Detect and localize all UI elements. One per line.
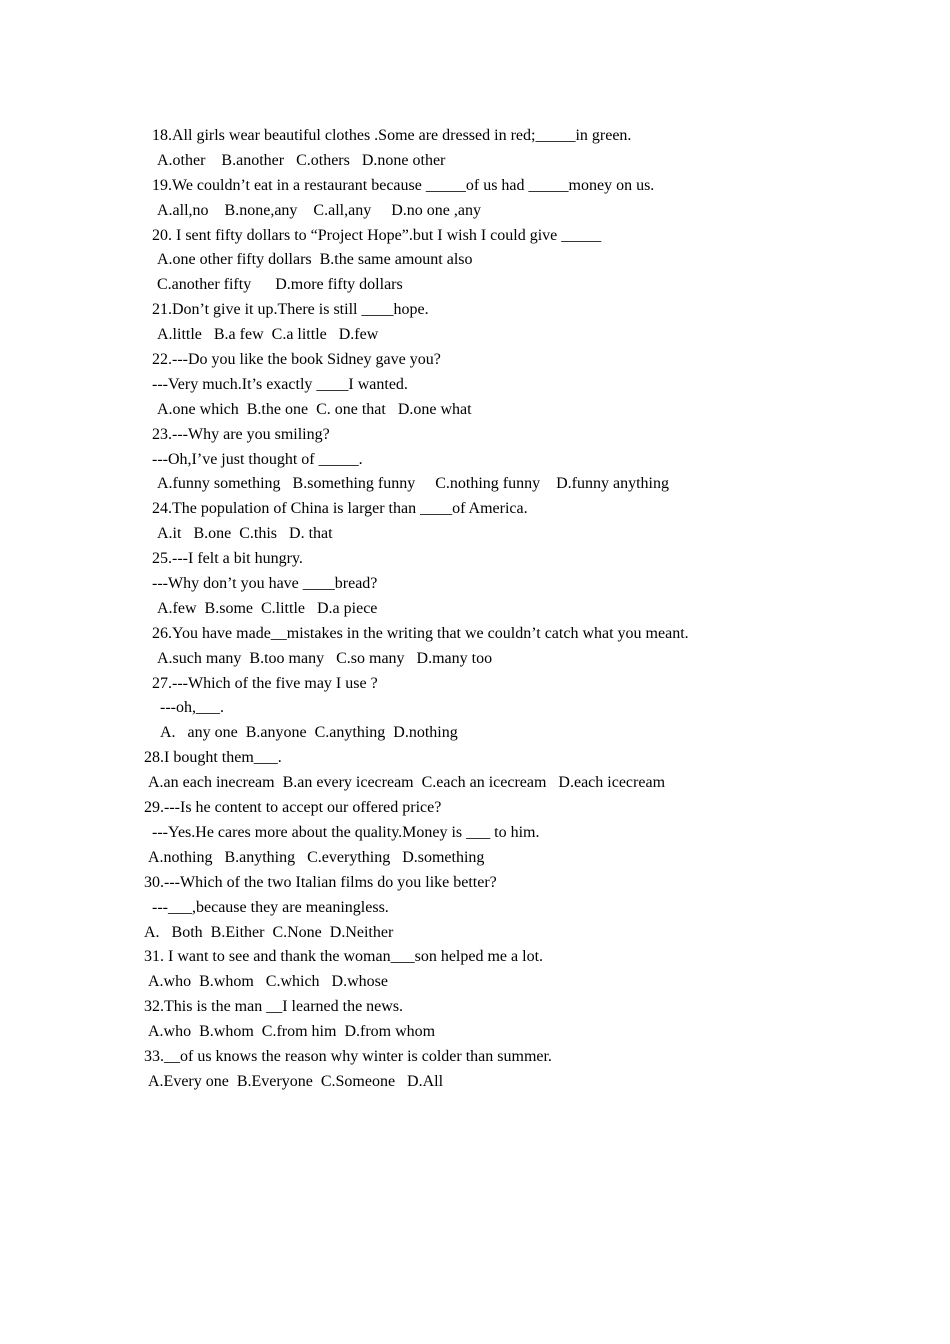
question-29: 29.---Is he content to accept our offered price? <box>144 799 442 817</box>
options-32: A.who B.whom C.from him D.from whom <box>148 1023 436 1041</box>
question-27-reply: ---oh,___. <box>160 699 224 717</box>
options-28: A.an each inecream B.an every icecream C.each an icecream D.each icecream <box>148 774 666 792</box>
options-22: A.one which B.the one C. one that D.one what <box>157 400 472 418</box>
question-22: 22.---Do you like the book Sidney gave you? <box>152 351 441 369</box>
question-30: 30.---Which of the two Italian films do you like better? <box>144 873 497 891</box>
question-30-reply: ---___,because they are meaningless. <box>152 898 389 916</box>
options-26: A.such many B.too many C.so many D.many too <box>157 649 493 667</box>
question-25-reply: ---Why don’t you have ____bread? <box>152 575 378 593</box>
question-22-reply: ---Very much.It’s exactly ____I wanted. <box>152 375 408 393</box>
question-25: 25.---I felt a bit hungry. <box>152 550 303 568</box>
options-25: A.few B.some C.little D.a piece <box>157 599 378 617</box>
options-24: A.it B.one C.this D. that <box>157 525 333 543</box>
question-23: 23.---Why are you smiling? <box>152 425 330 443</box>
question-list <box>0 124 950 1095</box>
question-26: 26.You have made__mistakes in the writing that we couldn’t catch what you meant. <box>152 624 689 642</box>
options-27: A. any one B.anyone C.anything D.nothing <box>160 724 458 742</box>
question-21: 21.Don’t give it up.There is still ____hope. <box>152 301 429 319</box>
question-18: 18.All girls wear beautiful clothes .Some are dressed in red;_____in green. <box>152 127 632 144</box>
question-20: 20. I sent fifty dollars to “Project Hope”.but I wish I could give _____ <box>152 226 602 244</box>
question-32: 32.This is the man __I learned the news. <box>144 998 404 1016</box>
question-31: 31. I want to see and thank the woman___son helped me a lot. <box>144 948 544 966</box>
question-23-reply: ---Oh,I’ve just thought of _____. <box>152 450 363 468</box>
options-20-cd: C.another fifty D.more fifty dollars <box>157 276 403 294</box>
question-28: 28.I bought them___. <box>144 749 282 767</box>
options-23: A.funny something B.something funny C.nothing funny D.funny anything <box>157 475 669 493</box>
question-27: 27.---Which of the five may I use ? <box>152 674 378 692</box>
options-33: A.Every one B.Everyone C.Someone D.All <box>148 1072 444 1090</box>
options-18: A.other B.another C.others D.none other <box>157 151 446 169</box>
options-21: A.little B.a few C.a little D.few <box>157 326 379 344</box>
question-33: 33.__of us knows the reason why winter is colder than summer. <box>144 1047 552 1065</box>
question-24: 24.The population of China is larger than ____of America. <box>152 500 528 518</box>
question-19: 19.We couldn’t eat in a restaurant because _____of us had _____money on us. <box>152 176 655 194</box>
options-30: A. Both B.Either C.None D.Neither <box>144 923 394 941</box>
options-19: A.all,no B.none,any C.all,any D.no one ,any <box>157 201 481 219</box>
options-31: A.who B.whom C.which D.whose <box>148 973 388 991</box>
options-20-ab: A.one other fifty dollars B.the same amount also <box>157 251 473 269</box>
question-29-reply: ---Yes.He cares more about the quality.Money is ___ to him. <box>152 823 540 841</box>
options-29: A.nothing B.anything C.everything D.something <box>148 848 485 866</box>
